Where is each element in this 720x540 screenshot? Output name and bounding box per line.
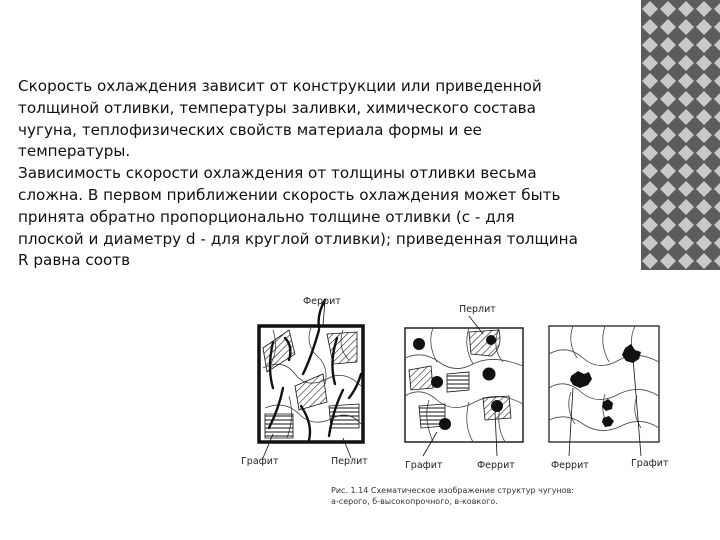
figure-caption-line1: Рис. 1.14 Схематическое изображение структур чугунов: [331, 486, 575, 495]
paragraph-cooling-rate: Скорость охлаждения зависит от конструкции или приведенной толщиной отливки, температуры заливки, химического состава чугуна, теплофизических свойств материала формы и ее температуры. [18, 77, 542, 161]
panel-gray-iron [259, 300, 363, 458]
panel-ductile-iron [405, 316, 523, 456]
figure-caption-line2: а-серого, б-высокопрочного, в-ковкого. [331, 497, 498, 506]
label-graphite-c: Графит [631, 458, 669, 469]
label-ferrite-a: Феррит [303, 296, 341, 307]
slide-body-text [18, 76, 578, 272]
panel-malleable-iron [549, 326, 659, 456]
label-graphite-b: Графит [405, 460, 443, 471]
label-graphite-a: Графит [241, 456, 279, 467]
label-ferrite-b: Феррит [477, 460, 515, 471]
label-perlite-b: Перлит [459, 304, 496, 315]
label-ferrite-c: Феррит [551, 460, 589, 471]
label-perlite-a: Перлит [331, 456, 368, 467]
microstructure-drawing [233, 278, 669, 518]
paragraph-thickness-dependence: Зависимость скорости охлаждения от толщины отливки весьма сложна. В первом приближении скорость охлаждения может быть принята обратно пропорционально толщине отливки (с - для плоской и диаметру d - для круглой отливки); приведенная толщина R равна соотв [18, 164, 578, 270]
microstructure-figure [233, 278, 669, 518]
